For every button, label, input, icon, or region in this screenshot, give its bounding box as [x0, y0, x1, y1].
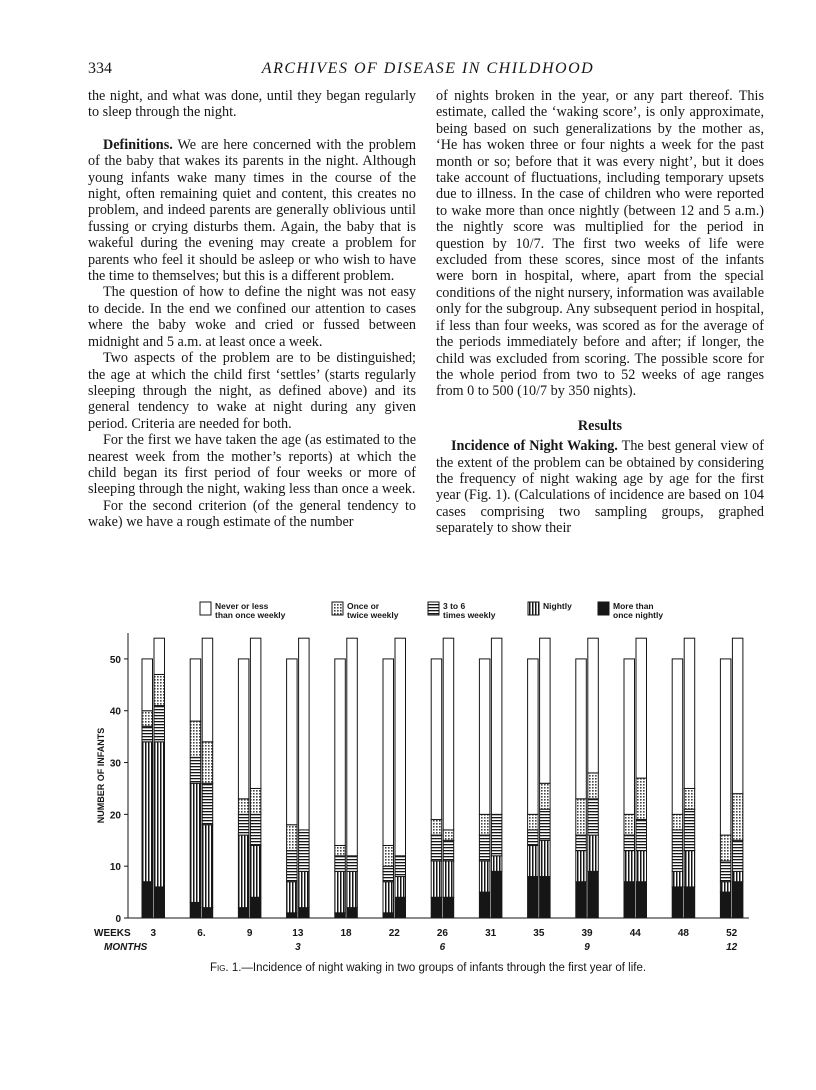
bar-segment-more: [383, 913, 394, 918]
bar-segment-never: [395, 638, 406, 856]
bar-segment-more: [672, 887, 683, 918]
bar-segment-never: [142, 659, 153, 711]
legend-swatch-more: [598, 602, 609, 615]
bar-segment-once_twice: [672, 814, 683, 830]
bar-segment-more: [720, 892, 731, 918]
bar-segment-never: [636, 638, 647, 778]
paragraph: Two aspects of the problem are to be distinguished; the age at which the child first ‘settles’ (starts regularly sleeping through the night, as defined above) and its general tendency to wake at night during any given period. Criteria are needed for both.: [88, 350, 416, 432]
run-in-heading: Definitions.: [103, 136, 173, 153]
bar-segment-once_twice: [684, 788, 695, 809]
x-tick-label: 26: [436, 928, 449, 939]
bar-segment-more: [528, 877, 539, 918]
bar-segment-more: [540, 877, 551, 918]
legend-swatch-nightly: [528, 602, 539, 615]
paragraph-text: The best general view of the extent of the problem can be obtained by considering the frequency of night waking age by age for the first year (Fig. 1). (Calculations of incidence are based on 104 cases comprising two sampling groups, graphed separately to show their: [436, 438, 764, 537]
bar-segment-three_six: [479, 835, 490, 861]
caption-label: Fig. 1.: [209, 962, 242, 974]
bar-segment-nightly: [287, 882, 298, 913]
paragraph: For the second criterion (of the general tendency to wake) we have a rough estimate of the number: [88, 497, 416, 531]
x-tick-label: 35: [533, 928, 545, 939]
bar-segment-more: [624, 882, 635, 918]
bar-segment-nightly: [347, 871, 358, 907]
left-column: [88, 88, 416, 531]
bar-segment-more: [732, 882, 743, 918]
y-tick-label: 40: [109, 706, 121, 718]
page-number: 334: [88, 60, 112, 77]
run-in-heading: Incidence of Night Waking.: [451, 438, 618, 455]
legend-label-once_twice: Once or twice weekly: [347, 601, 399, 620]
bar-segment-nightly: [190, 783, 201, 902]
bar-segment-three_six: [347, 856, 358, 872]
y-tick-label: 20: [109, 810, 121, 822]
x-tick-label: 18: [340, 928, 352, 939]
bar-segment-never: [347, 638, 358, 856]
legend-label-more: More than once nightly: [613, 601, 664, 620]
bar-segment-once_twice: [528, 814, 539, 830]
x-tick-label: 13: [292, 928, 304, 939]
bar-segment-more: [238, 908, 249, 918]
bar-segment-once_twice: [636, 778, 647, 819]
bar-segment-once_twice: [431, 820, 442, 836]
bar-segment-more: [395, 897, 406, 918]
bar-segment-three_six: [720, 861, 731, 882]
month-label: 6: [439, 942, 446, 953]
bar-segment-never: [540, 638, 551, 783]
journal-title: ARCHIVES OF DISEASE IN CHILDHOOD: [261, 60, 595, 77]
figure-caption: [88, 962, 768, 974]
x-tick-label: 9: [246, 928, 253, 939]
paragraph: [88, 137, 416, 285]
bar-segment-more: [576, 882, 587, 918]
bar-segment-nightly: [443, 861, 454, 897]
paragraph: [436, 438, 764, 536]
legend-label-nightly: Nightly: [543, 601, 572, 611]
month-label: 9: [584, 942, 590, 953]
bar-segment-three_six: [732, 840, 743, 871]
bar-segment-nightly: [154, 742, 165, 887]
x-tick-label: 22: [388, 928, 400, 939]
bar-segment-more: [202, 908, 213, 918]
bar-segment-never: [732, 638, 743, 793]
x-tick-label: 31: [485, 928, 497, 939]
bars: [142, 638, 743, 918]
bar-segment-nightly: [576, 851, 587, 882]
bar-segment-once_twice: [443, 830, 454, 840]
right-column: [436, 88, 764, 537]
bar-segment-once_twice: [479, 814, 490, 835]
bar-segment-never: [202, 638, 213, 742]
bar-segment-more: [190, 902, 201, 918]
bar-segment-more: [431, 897, 442, 918]
legend-swatch-never: [200, 602, 211, 615]
bar-segment-never: [238, 659, 249, 799]
y-axis-title: NUMBER OF INFANTS: [96, 727, 106, 824]
bar-segment-once_twice: [588, 773, 599, 799]
bar-segment-three_six: [250, 814, 261, 845]
bar-segment-three_six: [684, 809, 695, 850]
page-header: [88, 60, 768, 84]
bar-segment-more: [491, 871, 502, 918]
paragraph: of nights broken in the year, or any part thereof. This estimate, called the ‘waking score’, is only approximate, being based on such generalizations by the mother as, ‘He has woken three or four nights a week for the past month or so; before that it was every night’, but it does take account of fluctuations, including temporary upsets due to illness. In the case of children who were reported to wake more than once nightly (between 12 and 5 a.m.) the nightly score was multiplied for the period in question by 10/7. The first two weeks of life were excluded from these scores, since most of the infants were born in hospital, where, apart from the special conditions of the night nursery, information was available only for the subgroup. Any subsequent period in hospital, if less than four weeks, was scored as for the average of the periods immediately before and after; if longer, the child was excluded from scoring. The possible score for the whole period from two to 52 weeks of age ranges from 0 to 500 (10/7 by 350 nights).: [436, 88, 764, 400]
bar-segment-never: [383, 659, 394, 846]
x-tick-label: 3: [150, 928, 157, 939]
y-tick-label: 30: [109, 758, 121, 770]
bar-segment-more: [250, 897, 261, 918]
paragraph: For the first we have taken the age (as estimated to the nearest week from the mother’s reports) at which the child began its first period of four weeks or more of sleeping through the night, waking less than once a week.: [88, 432, 416, 498]
bar-segment-never: [684, 638, 695, 788]
bar-segment-once_twice: [142, 711, 153, 727]
bar-segment-once_twice: [238, 799, 249, 815]
bar-segment-once_twice: [202, 742, 213, 783]
bar-segment-three_six: [383, 866, 394, 882]
bar-segment-nightly: [250, 845, 261, 897]
bar-segment-never: [287, 659, 298, 825]
bar-segment-once_twice: [540, 783, 551, 809]
bar-segment-more: [588, 871, 599, 918]
bar-segment-never: [672, 659, 683, 814]
bar-segment-three_six: [540, 809, 551, 840]
bar-segment-once_twice: [335, 845, 346, 855]
bar-segment-more: [154, 887, 165, 918]
bar-segment-nightly: [672, 871, 683, 887]
bar-segment-three_six: [636, 820, 647, 851]
bar-segment-three_six: [190, 757, 201, 783]
bar-segment-three_six: [624, 835, 635, 851]
x-tick-label: 39: [581, 928, 593, 939]
x-tick-label: 48: [677, 928, 690, 939]
bar-segment-more: [287, 913, 298, 918]
legend-label-never: Never or less than once weekly: [215, 601, 286, 620]
bar-segment-nightly: [202, 825, 213, 908]
x-tick-label: 44: [629, 928, 641, 939]
paragraph: The question of how to define the night was not easy to decide. In the end we confined our attention to cases where the baby woke and cried or fussed between midnight and 5 a.m. at least once a week.: [88, 284, 416, 350]
bar-segment-once_twice: [576, 799, 587, 835]
x-tick-label: 52: [726, 928, 738, 939]
x-tick-label: 6.: [197, 928, 206, 939]
bar-segment-more: [142, 882, 153, 918]
bar-segment-three_six: [672, 830, 683, 871]
night-waking-chart: [88, 598, 768, 956]
bar-segment-once_twice: [732, 794, 743, 841]
bar-segment-three_six: [299, 830, 310, 871]
bar-segment-once_twice: [624, 814, 635, 835]
y-tick-label: 50: [109, 654, 121, 666]
bar-segment-once_twice: [250, 788, 261, 814]
y-axis: [96, 633, 128, 925]
y-tick-label: 0: [115, 914, 121, 925]
bar-segment-three_six: [238, 814, 249, 835]
bar-segment-more: [479, 892, 490, 918]
bar-segment-nightly: [299, 871, 310, 907]
x-axis-title: WEEKS: [94, 928, 131, 939]
bar-segment-once_twice: [720, 835, 731, 861]
bar-segment-nightly: [491, 856, 502, 872]
x-axis: [94, 918, 749, 953]
bar-segment-once_twice: [287, 825, 298, 851]
bar-segment-nightly: [732, 871, 743, 881]
bar-segment-never: [720, 659, 731, 835]
month-label: 12: [726, 942, 738, 953]
bar-segment-never: [154, 638, 165, 674]
bar-segment-never: [299, 638, 310, 830]
bar-segment-never: [576, 659, 587, 799]
bar-segment-three_six: [576, 835, 587, 851]
bar-segment-nightly: [479, 861, 490, 892]
bar-segment-never: [431, 659, 442, 820]
bar-segment-three_six: [491, 814, 502, 855]
bar-segment-three_six: [287, 851, 298, 882]
legend-swatch-three_six: [428, 602, 439, 615]
caption-text: —Incidence of night waking in two groups of infants through the first year of life.: [241, 962, 647, 974]
bar-segment-nightly: [335, 871, 346, 912]
month-label: 3: [295, 942, 301, 953]
bar-segment-more: [347, 908, 358, 918]
bar-segment-never: [443, 638, 454, 830]
bar-segment-three_six: [588, 799, 599, 835]
legend-swatch-once_twice: [332, 602, 343, 615]
bar-segment-more: [335, 913, 346, 918]
y-tick-label: 10: [109, 862, 121, 874]
paragraph-text: We are here concerned with the problem of the baby that wakes its parents in the night. Although young infants wake many times in the course of the night, often remaining quiet and content, this creates no problem, and indeed parents are generally oblivious until fussing or crying disturbs them. Again, the baby that is wakeful during the evening may create a problem for parents who feel it should be asleep or who wish to have the time to themselves; but this is a different problem.: [88, 136, 416, 285]
bar-segment-nightly: [395, 877, 406, 898]
bar-segment-three_six: [528, 830, 539, 846]
bar-segment-never: [335, 659, 346, 846]
bar-segment-once_twice: [383, 845, 394, 866]
x-axis-title-2: MONTHS: [104, 942, 148, 953]
bar-segment-never: [588, 638, 599, 773]
bar-segment-three_six: [154, 706, 165, 742]
bar-segment-never: [250, 638, 261, 788]
bar-segment-nightly: [588, 835, 599, 871]
bar-segment-three_six: [443, 840, 454, 861]
bar-segment-never: [479, 659, 490, 814]
bar-segment-three_six: [202, 783, 213, 824]
bar-segment-three_six: [395, 856, 406, 877]
bar-segment-never: [491, 638, 502, 814]
bar-segment-more: [299, 908, 310, 918]
bar-segment-nightly: [636, 851, 647, 882]
bar-segment-more: [443, 897, 454, 918]
bar-segment-three_six: [335, 856, 346, 872]
bar-segment-nightly: [142, 742, 153, 882]
legend-label-three_six: 3 to 6 times weekly: [443, 601, 496, 620]
bar-segment-never: [190, 659, 201, 721]
bar-segment-nightly: [528, 845, 539, 876]
bar-segment-three_six: [431, 835, 442, 861]
bar-segment-nightly: [624, 851, 635, 882]
bar-segment-nightly: [238, 835, 249, 908]
bar-segment-more: [684, 887, 695, 918]
bar-segment-nightly: [684, 851, 695, 887]
bar-segment-nightly: [431, 861, 442, 897]
bar-segment-once_twice: [154, 674, 165, 705]
bar-segment-never: [528, 659, 539, 814]
bar-segment-more: [636, 882, 647, 918]
bar-segment-once_twice: [190, 721, 201, 757]
chart-legend: [200, 601, 663, 620]
section-title: Results: [577, 417, 623, 434]
bar-segment-nightly: [540, 840, 551, 876]
bar-segment-never: [624, 659, 635, 814]
bar-segment-nightly: [383, 882, 394, 913]
bar-segment-nightly: [720, 882, 731, 892]
bar-segment-three_six: [142, 726, 153, 742]
paragraph: the night, and what was done, until they began regularly to sleep through the night.: [88, 88, 416, 121]
